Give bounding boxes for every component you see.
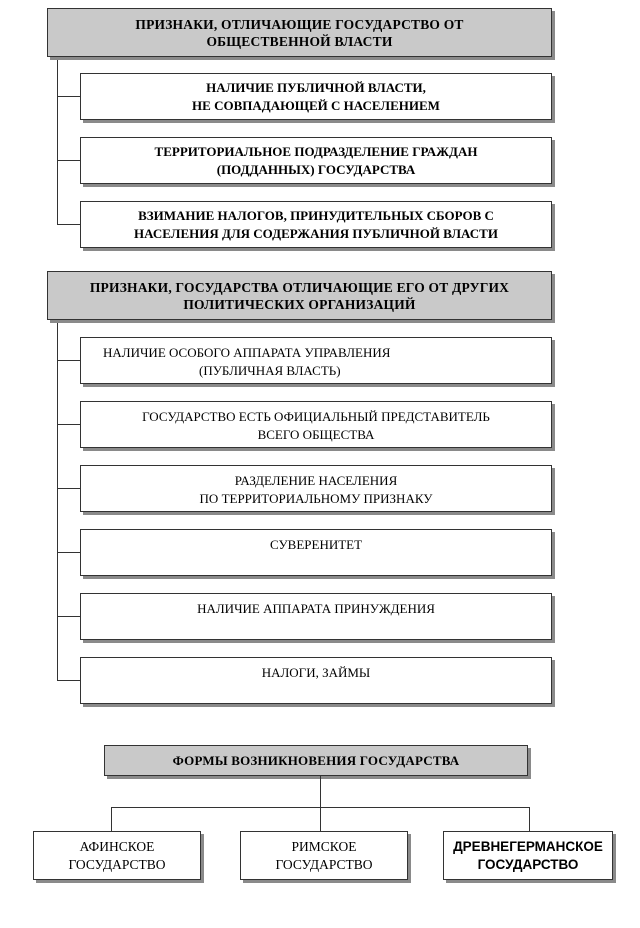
form-2-line-2: ГОСУДАРСТВО bbox=[275, 856, 373, 872]
section1-item-3-line-2: НАСЕЛЕНИЯ ДЛЯ СОДЕРЖАНИЯ ПУБЛИЧНОЙ ВЛАСТИ bbox=[134, 225, 498, 241]
section2-connector-branch-2 bbox=[57, 424, 80, 425]
section3-connector-drop-1 bbox=[111, 807, 112, 831]
form-3-line-2: ГОСУДАРСТВО bbox=[477, 856, 579, 872]
section2-connector-branch-3 bbox=[57, 488, 80, 489]
form-3-line-1: ДРЕВНЕГЕРМАНСКОЕ bbox=[453, 838, 603, 854]
section3-header bbox=[104, 745, 528, 776]
section2-connector-branch-4 bbox=[57, 552, 80, 553]
section2-item-3-line-2: ПО ТЕРРИТОРИАЛЬНОМУ ПРИЗНАКУ bbox=[199, 491, 433, 506]
section2-connector-branch-6 bbox=[57, 680, 80, 681]
section2-item-5-line-1: НАЛИЧИЕ АППАРАТА ПРИНУЖДЕНИЯ bbox=[197, 601, 435, 616]
section1-header bbox=[47, 8, 552, 57]
form-2-line-1: РИМСКОЕ bbox=[291, 838, 357, 854]
section2-item-3-line-1: РАЗДЕЛЕНИЕ НАСЕЛЕНИЯ bbox=[234, 473, 398, 488]
section1-item-2-line-1: ТЕРРИТОРИАЛЬНОЕ ПОДРАЗДЕЛЕНИЕ ГРАЖДАН bbox=[154, 143, 478, 159]
section2-item-special-apparatus bbox=[80, 337, 552, 384]
form-1-line-2: ГОСУДАРСТВО bbox=[68, 856, 166, 872]
section2-item-6-line-1: НАЛОГИ, ЗАЙМЫ bbox=[261, 665, 371, 680]
section1-item-2-line-2: (ПОДДАННЫХ) ГОСУДАРСТВА bbox=[216, 161, 416, 177]
section1-item-public-power bbox=[80, 73, 552, 120]
section2-connector-branch-1 bbox=[57, 360, 80, 361]
section1-connector-branch-3 bbox=[57, 224, 80, 225]
section1-title-line-1: ПРИЗНАКИ, ОТЛИЧАЮЩИЕ ГОСУДАРСТВО ОТ bbox=[135, 16, 464, 32]
section3-connector-vertical bbox=[320, 776, 321, 807]
section1-item-territorial-division bbox=[80, 137, 552, 184]
section1-item-taxes bbox=[80, 201, 552, 248]
section1-connector-branch-2 bbox=[57, 160, 80, 161]
section2-connector-branch-5 bbox=[57, 616, 80, 617]
section2-item-1-line-2: (ПУБЛИЧНАЯ ВЛАСТЬ) bbox=[199, 363, 341, 378]
section1-connector-vertical bbox=[57, 57, 58, 224]
section2-connector-vertical bbox=[57, 320, 58, 680]
section1-connector-branch-1 bbox=[57, 96, 80, 97]
form-roman-state bbox=[240, 831, 408, 880]
section1-item-3-line-1: ВЗИМАНИЕ НАЛОГОВ, ПРИНУДИТЕЛЬНЫХ СБОРОВ С bbox=[138, 207, 494, 223]
section1-item-1-line-1: НАЛИЧИЕ ПУБЛИЧНОЙ ВЛАСТИ, bbox=[206, 79, 426, 95]
form-athenian-state bbox=[33, 831, 201, 880]
section3-connector-drop-3 bbox=[529, 807, 530, 831]
section2-title-line-2: ПОЛИТИЧЕСКИХ ОРГАНИЗАЦИЙ bbox=[183, 296, 416, 312]
form-ancient-german-state bbox=[443, 831, 613, 880]
section2-item-2-line-1: ГОСУДАРСТВО ЕСТЬ ОФИЦИАЛЬНЫЙ ПРЕДСТАВИТЕЛЬ bbox=[142, 409, 490, 424]
section3-title: ФОРМЫ ВОЗНИКНОВЕНИЯ ГОСУДАРСТВА bbox=[172, 753, 460, 768]
section2-item-1-line-1: НАЛИЧИЕ ОСОБОГО АППАРАТА УПРАВЛЕНИЯ bbox=[103, 345, 391, 360]
section2-item-sovereignty bbox=[80, 529, 552, 576]
section2-item-2-line-2: ВСЕГО ОБЩЕСТВА bbox=[257, 427, 375, 442]
section1-item-1-line-2: НЕ СОВПАДАЮЩЕЙ С НАСЕЛЕНИЕМ bbox=[192, 97, 440, 113]
form-1-line-1: АФИНСКОЕ bbox=[79, 838, 155, 854]
section2-header bbox=[47, 271, 552, 320]
section1-title-line-2: ОБЩЕСТВЕННОЙ ВЛАСТИ bbox=[206, 33, 393, 49]
section2-title-line-1: ПРИЗНАКИ, ГОСУДАРСТВА ОТЛИЧАЮЩИЕ ЕГО ОТ ДРУГИХ bbox=[89, 279, 510, 295]
section2-item-taxes-loans bbox=[80, 657, 552, 704]
section2-item-coercion-apparatus bbox=[80, 593, 552, 640]
section2-item-territorial-division bbox=[80, 465, 552, 512]
section2-item-4-line-1: СУВЕРЕНИТЕТ bbox=[269, 537, 363, 552]
section3-connector-drop-2 bbox=[320, 807, 321, 831]
section2-item-official-representative bbox=[80, 401, 552, 448]
